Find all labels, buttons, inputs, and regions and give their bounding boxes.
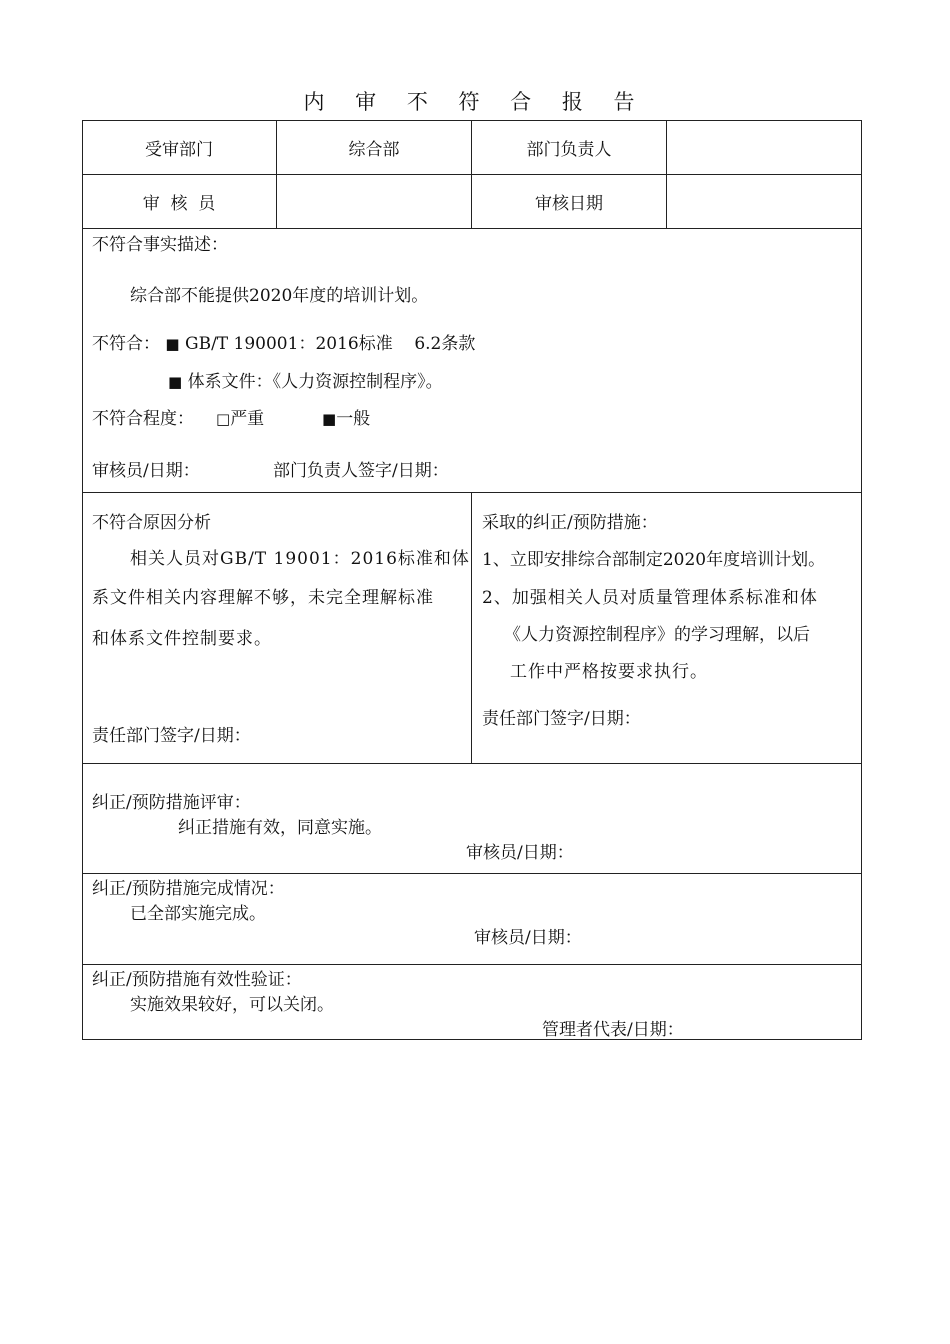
unchecked-box-icon: □ (216, 410, 231, 428)
dept-head-sign-label: 部门负责人签字/日期： (273, 461, 449, 481)
checked-box-icon: ■ (165, 335, 180, 353)
nonconformity-clause-2 (168, 367, 443, 392)
auditor-label: 审 核 员 (142, 193, 216, 214)
degree-option-general[interactable]: ■一般 (322, 409, 371, 429)
audit-date-value[interactable] (667, 174, 862, 228)
review-sign-label: 审核员/日期： (466, 843, 574, 863)
nc-item1: GB/T 190001：2016标准 6.2条款 (185, 334, 476, 354)
cause-label: 不符合原因分析 (92, 513, 211, 533)
verification-label: 纠正/预防措施有效性验证： (92, 970, 302, 990)
checked-box-icon: ■ (168, 373, 183, 391)
audit-date-label: 审核日期 (535, 193, 603, 214)
action-line-1: 1、立即安排综合部制定2020年度培训计划。 (482, 550, 826, 570)
completion-text: 已全部实施完成。 (130, 904, 266, 924)
completion-sign-label: 审核员/日期： (474, 928, 582, 948)
degree-option-serious[interactable]: □严重 (216, 409, 265, 429)
fact-label: 不符合事实描述： (92, 235, 228, 255)
review-label: 纠正/预防措施评审： (92, 793, 251, 813)
action-line-3: 《人力资源控制程序》的学习理解，以后 (504, 625, 810, 645)
action-sign-label: 责任部门签字/日期： (482, 709, 641, 729)
verification-text: 实施效果较好，可以关闭。 (130, 995, 334, 1015)
audited-dept-label: 受审部门 (145, 139, 213, 160)
cause-sign-label: 责任部门签字/日期： (92, 726, 251, 746)
cause-line-1: 相关人员对GB/T 19001：2016标准和体 (130, 549, 470, 569)
divider (82, 492, 862, 493)
divider (82, 228, 862, 229)
divider (471, 492, 472, 763)
auditor-date-label: 审核员/日期： (92, 461, 200, 481)
dept-head-label: 部门负责人 (526, 139, 612, 160)
nonconformity-clause-1 (92, 329, 475, 354)
fact-description: 综合部不能提供2020年度的培训计划。 (130, 286, 429, 306)
action-line-4: 工作中严格按要求执行。 (510, 662, 708, 682)
auditor-value[interactable] (277, 174, 471, 228)
action-label: 采取的纠正/预防措施： (482, 513, 658, 533)
cause-line-3: 和体系文件控制要求。 (92, 629, 272, 649)
review-text: 纠正措施有效，同意实施。 (178, 818, 382, 838)
divider (82, 763, 862, 764)
nc-item2: 体系文件：《人力资源控制程序》。 (187, 372, 443, 392)
cause-line-2: 系文件相关内容理解不够，未完全理解标准 (92, 588, 434, 608)
dept-head-value[interactable] (667, 120, 862, 174)
audited-dept-value[interactable]: 综合部 (348, 139, 400, 160)
nc-label: 不符合： (92, 334, 160, 354)
action-line-2: 2、加强相关人员对质量管理体系标准和体 (482, 588, 818, 608)
completion-label: 纠正/预防措施完成情况： (92, 879, 285, 899)
verification-sign-label: 管理者代表/日期： (542, 1020, 684, 1040)
checked-box-icon: ■ (322, 410, 337, 428)
report-title: 内 审 不 符 合 报 告 (303, 90, 647, 114)
degree-label: 不符合程度： (92, 409, 194, 429)
